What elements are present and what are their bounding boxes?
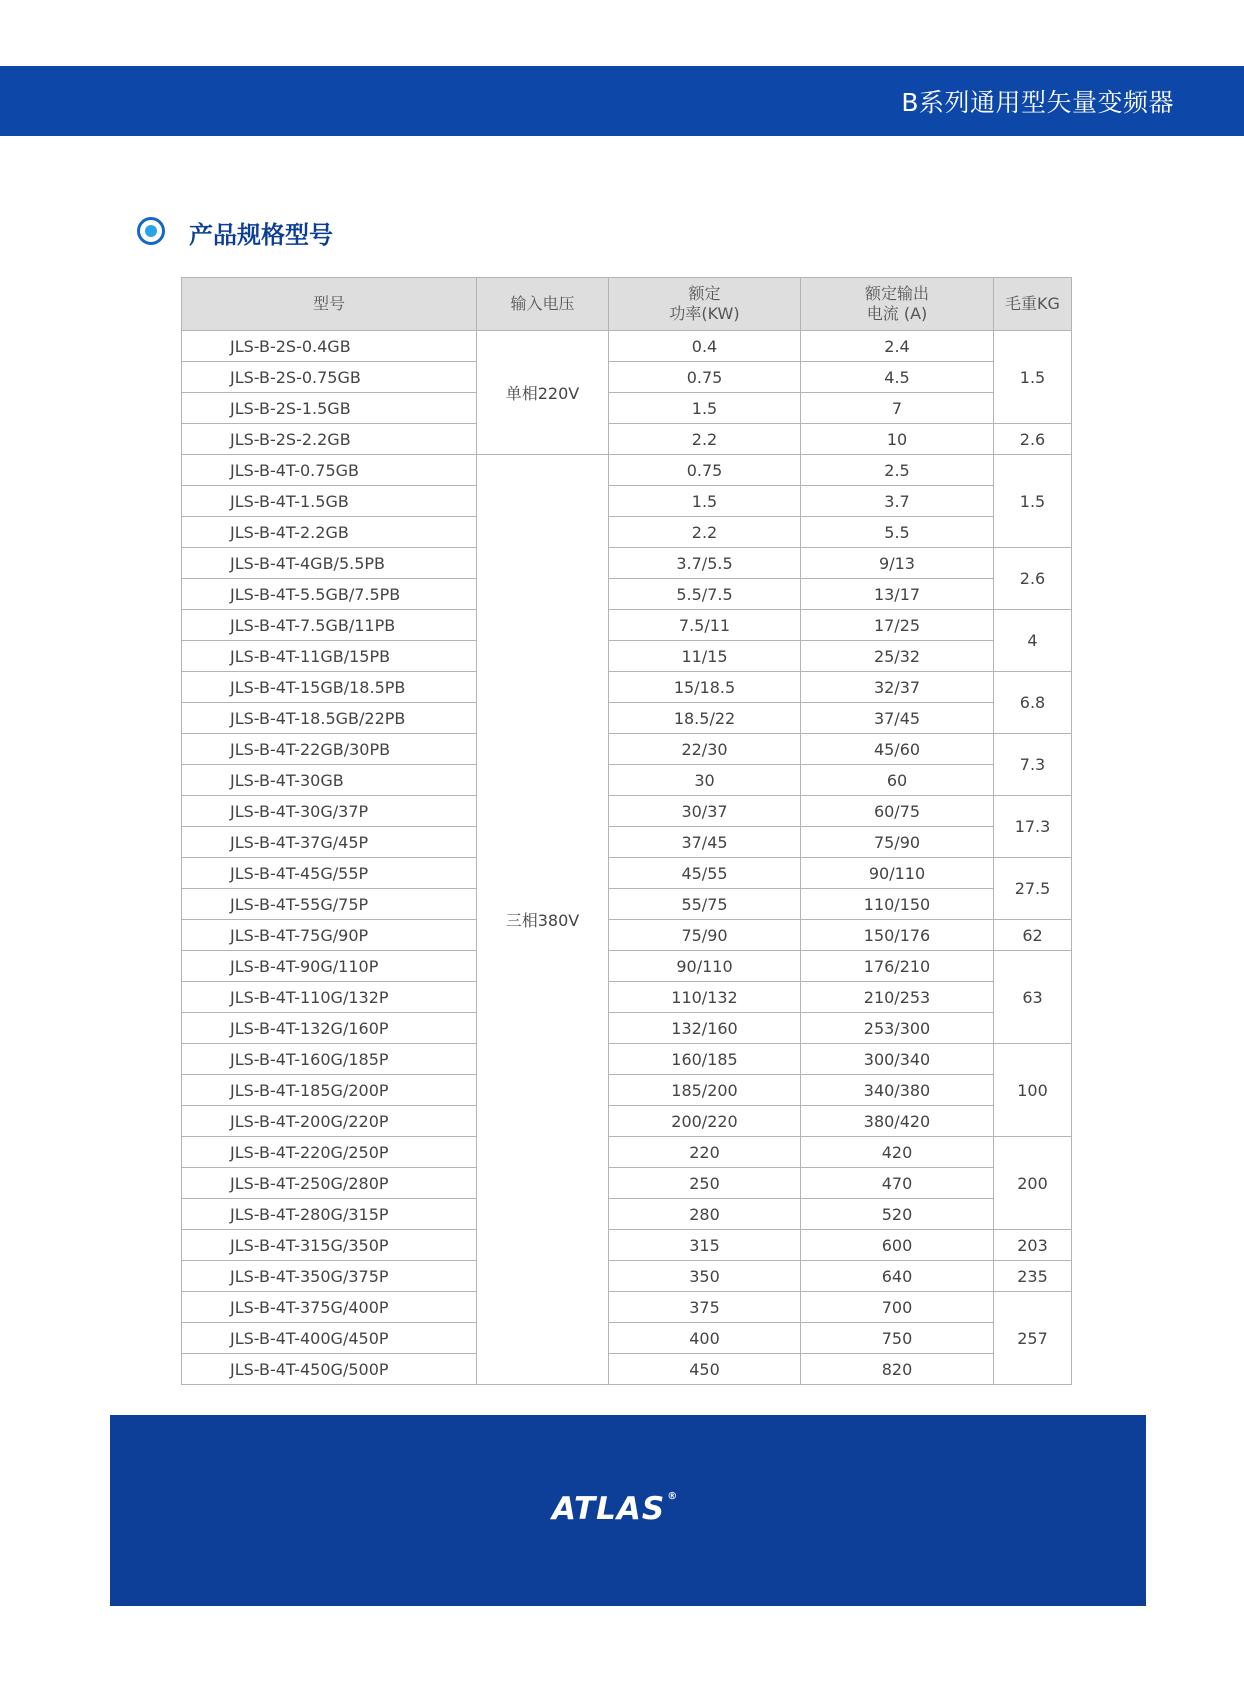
weight-cell: 6.8 [994,672,1072,734]
weight-cell: 2.6 [994,424,1072,455]
voltage-cell: 三相380V [477,455,609,1385]
table-row [182,951,1072,982]
weight-cell: 1.5 [994,455,1072,548]
power-cell: 75/90 [609,920,801,951]
power-cell: 375 [609,1292,801,1323]
model-cell: JLS-B-4T-200G/220P [182,1106,477,1137]
model-cell: JLS-B-4T-185G/200P [182,1075,477,1106]
current-cell: 60/75 [801,796,994,827]
current-cell: 7 [801,393,994,424]
table-row [182,1292,1072,1323]
table-row [182,1323,1072,1354]
table-row [182,1168,1072,1199]
header-current-line1: 额定输出 [864,284,929,303]
model-cell: JLS-B-4T-400G/450P [182,1323,477,1354]
power-cell: 0.4 [609,331,801,362]
power-cell: 400 [609,1323,801,1354]
table-row [182,393,1072,424]
model-cell: JLS-B-4T-1.5GB [182,486,477,517]
weight-cell: 62 [994,920,1072,951]
model-cell: JLS-B-4T-5.5GB/7.5PB [182,579,477,610]
current-cell: 253/300 [801,1013,994,1044]
current-cell: 9/13 [801,548,994,579]
current-cell: 2.5 [801,455,994,486]
table-row [182,1137,1072,1168]
power-cell: 185/200 [609,1075,801,1106]
table-row [182,1013,1072,1044]
table-row [182,362,1072,393]
power-cell: 132/160 [609,1013,801,1044]
model-cell: JLS-B-4T-350G/375P [182,1261,477,1292]
current-cell: 820 [801,1354,994,1385]
weight-cell: 17.3 [994,796,1072,858]
model-cell: JLS-B-4T-18.5GB/22PB [182,703,477,734]
spec-table [181,277,1072,1385]
table-row [182,672,1072,703]
power-cell: 22/30 [609,734,801,765]
model-cell: JLS-B-2S-0.4GB [182,331,477,362]
model-cell: JLS-B-4T-30G/37P [182,796,477,827]
current-cell: 10 [801,424,994,455]
power-cell: 2.2 [609,424,801,455]
table-row [182,517,1072,548]
power-cell: 5.5/7.5 [609,579,801,610]
current-cell: 176/210 [801,951,994,982]
model-cell: JLS-B-4T-90G/110P [182,951,477,982]
model-cell: JLS-B-4T-250G/280P [182,1168,477,1199]
table-row [182,455,1072,486]
header-bar [0,66,1244,136]
current-cell: 750 [801,1323,994,1354]
current-cell: 520 [801,1199,994,1230]
weight-cell: 2.6 [994,548,1072,610]
table-row [182,1261,1072,1292]
current-cell: 90/110 [801,858,994,889]
table-row [182,889,1072,920]
header-current-line2: 电流 (A) [866,304,928,323]
header-weight: 毛重KG [994,278,1072,331]
power-cell: 0.75 [609,455,801,486]
footer-band [110,1415,1146,1606]
table-row [182,1230,1072,1261]
power-cell: 45/55 [609,858,801,889]
table-row [182,641,1072,672]
voltage-cell: 单相220V [477,331,609,455]
table-row [182,982,1072,1013]
weight-cell: 4 [994,610,1072,672]
table-row [182,486,1072,517]
power-cell: 30/37 [609,796,801,827]
current-cell: 470 [801,1168,994,1199]
model-cell: JLS-B-2S-0.75GB [182,362,477,393]
weight-cell: 100 [994,1044,1072,1137]
table-row [182,1044,1072,1075]
table-row [182,827,1072,858]
table-row [182,1106,1072,1137]
power-cell: 30 [609,765,801,796]
weight-cell: 1.5 [994,331,1072,424]
power-cell: 15/18.5 [609,672,801,703]
model-cell: JLS-B-4T-45G/55P [182,858,477,889]
model-cell: JLS-B-2S-1.5GB [182,393,477,424]
power-cell: 55/75 [609,889,801,920]
power-cell: 220 [609,1137,801,1168]
current-cell: 2.4 [801,331,994,362]
model-cell: JLS-B-4T-375G/400P [182,1292,477,1323]
power-cell: 350 [609,1261,801,1292]
table-row [182,1075,1072,1106]
power-cell: 315 [609,1230,801,1261]
weight-cell: 203 [994,1230,1072,1261]
header-power-line2: 功率(KW) [669,304,740,323]
logo-text: ATLAS [552,1491,666,1527]
current-cell: 13/17 [801,579,994,610]
table-row [182,331,1072,362]
model-cell: JLS-B-4T-2.2GB [182,517,477,548]
model-cell: JLS-B-4T-160G/185P [182,1044,477,1075]
model-cell: JLS-B-4T-15GB/18.5PB [182,672,477,703]
current-cell: 25/32 [801,641,994,672]
weight-cell: 63 [994,951,1072,1044]
table-row [182,1354,1072,1385]
model-cell: JLS-B-4T-55G/75P [182,889,477,920]
current-cell: 300/340 [801,1044,994,1075]
power-cell: 2.2 [609,517,801,548]
model-cell: JLS-B-4T-315G/350P [182,1230,477,1261]
current-cell: 150/176 [801,920,994,951]
power-cell: 250 [609,1168,801,1199]
model-cell: JLS-B-4T-75G/90P [182,920,477,951]
power-cell: 7.5/11 [609,610,801,641]
model-cell: JLS-B-4T-22GB/30PB [182,734,477,765]
section-title: 产品规格型号 [189,221,333,249]
current-cell: 17/25 [801,610,994,641]
table-row [182,610,1072,641]
table-row [182,920,1072,951]
table-row [182,1199,1072,1230]
weight-cell: 235 [994,1261,1072,1292]
current-cell: 110/150 [801,889,994,920]
current-cell: 3.7 [801,486,994,517]
power-cell: 110/132 [609,982,801,1013]
weight-cell: 7.3 [994,734,1072,796]
current-cell: 340/380 [801,1075,994,1106]
power-cell: 3.7/5.5 [609,548,801,579]
current-cell: 45/60 [801,734,994,765]
table-header-row [182,278,1072,331]
model-cell: JLS-B-4T-110G/132P [182,982,477,1013]
model-cell: JLS-B-4T-4GB/5.5PB [182,548,477,579]
header-current [801,278,994,331]
weight-cell: 27.5 [994,858,1072,920]
model-cell: JLS-B-4T-37G/45P [182,827,477,858]
current-cell: 210/253 [801,982,994,1013]
current-cell: 380/420 [801,1106,994,1137]
power-cell: 280 [609,1199,801,1230]
current-cell: 640 [801,1261,994,1292]
weight-cell: 257 [994,1292,1072,1385]
power-cell: 90/110 [609,951,801,982]
table-row [182,796,1072,827]
current-cell: 4.5 [801,362,994,393]
model-cell: JLS-B-4T-0.75GB [182,455,477,486]
power-cell: 0.75 [609,362,801,393]
power-cell: 200/220 [609,1106,801,1137]
table-row [182,548,1072,579]
current-cell: 60 [801,765,994,796]
power-cell: 11/15 [609,641,801,672]
model-cell: JLS-B-4T-280G/315P [182,1199,477,1230]
model-cell: JLS-B-4T-30GB [182,765,477,796]
table-row [182,858,1072,889]
model-cell: JLS-B-2S-2.2GB [182,424,477,455]
model-cell: JLS-B-4T-7.5GB/11PB [182,610,477,641]
current-cell: 5.5 [801,517,994,548]
table-row [182,765,1072,796]
current-cell: 600 [801,1230,994,1261]
model-cell: JLS-B-4T-450G/500P [182,1354,477,1385]
table-row [182,424,1072,455]
table-row [182,703,1072,734]
model-cell: JLS-B-4T-132G/160P [182,1013,477,1044]
circle-bullet-icon [137,217,165,245]
table-row [182,734,1072,765]
power-cell: 450 [609,1354,801,1385]
current-cell: 700 [801,1292,994,1323]
registered-mark: ® [667,1491,679,1502]
power-cell: 37/45 [609,827,801,858]
table-row [182,579,1072,610]
current-cell: 75/90 [801,827,994,858]
power-cell: 160/185 [609,1044,801,1075]
header-model: 型号 [182,278,477,331]
model-cell: JLS-B-4T-220G/250P [182,1137,477,1168]
header-power-line1: 额定 [688,284,721,303]
header-power [609,278,801,331]
current-cell: 32/37 [801,672,994,703]
model-cell: JLS-B-4T-11GB/15PB [182,641,477,672]
power-cell: 1.5 [609,486,801,517]
current-cell: 37/45 [801,703,994,734]
document-title: B系列通用型矢量变频器 [901,88,1174,117]
atlas-logo [552,1491,678,1527]
header-voltage: 输入电压 [477,278,609,331]
power-cell: 18.5/22 [609,703,801,734]
weight-cell: 200 [994,1137,1072,1230]
current-cell: 420 [801,1137,994,1168]
power-cell: 1.5 [609,393,801,424]
